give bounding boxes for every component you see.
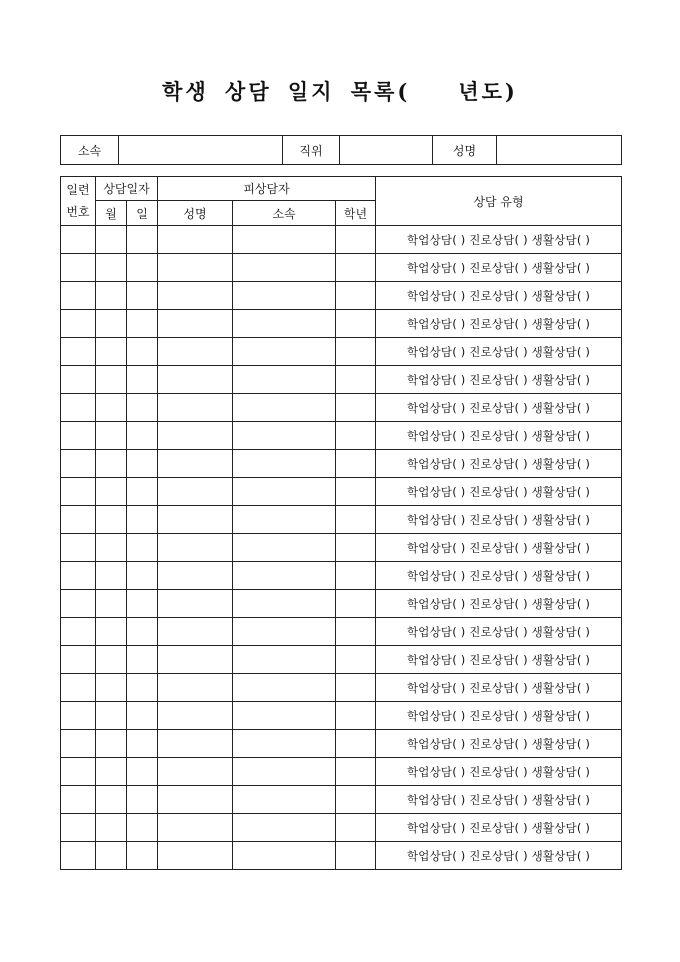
counselee-affiliation-cell[interactable]: [233, 310, 336, 338]
counselee-affiliation-cell[interactable]: [233, 506, 336, 534]
counsel-type-cell[interactable]: 학업상담( ) 진로상담( ) 생활상담( ): [376, 842, 622, 870]
month-cell[interactable]: [96, 506, 127, 534]
counselee-affiliation-cell[interactable]: [233, 618, 336, 646]
counselee-affiliation-cell[interactable]: [233, 366, 336, 394]
counselee-affiliation-cell[interactable]: [233, 590, 336, 618]
table-row: [61, 254, 622, 282]
counselee-name-cell[interactable]: [158, 674, 233, 702]
month-cell[interactable]: [96, 226, 127, 254]
month-cell[interactable]: [96, 758, 127, 786]
position-label: 직위: [283, 136, 340, 165]
counselee-name-cell[interactable]: [158, 758, 233, 786]
table-row: [61, 394, 622, 422]
counselee-name-cell[interactable]: [158, 422, 233, 450]
grade-cell[interactable]: [336, 702, 376, 730]
counselee-name-cell[interactable]: [158, 702, 233, 730]
counsel-type-cell[interactable]: 학업상담( ) 진로상담( ) 생활상담( ): [376, 506, 622, 534]
table-row: [61, 506, 622, 534]
title-suffix: 년도): [458, 79, 518, 104]
table-row: [61, 310, 622, 338]
counselee-affiliation-cell[interactable]: [233, 338, 336, 366]
counselee-affiliation-cell[interactable]: [233, 758, 336, 786]
month-cell[interactable]: [96, 814, 127, 842]
day-cell[interactable]: [127, 646, 158, 674]
affiliation-field[interactable]: [119, 136, 283, 165]
table-row: [61, 702, 622, 730]
table-row: [61, 758, 622, 786]
month-cell[interactable]: [96, 674, 127, 702]
counselee-name-cell[interactable]: [158, 842, 233, 870]
month-cell[interactable]: [96, 338, 127, 366]
counselee-name-cell[interactable]: [158, 282, 233, 310]
grade-cell[interactable]: [336, 282, 376, 310]
day-cell[interactable]: [127, 842, 158, 870]
grade-cell[interactable]: [336, 730, 376, 758]
table-row: [61, 534, 622, 562]
table-row: [61, 646, 622, 674]
counselee-affiliation-cell[interactable]: [233, 730, 336, 758]
table-row: [61, 674, 622, 702]
grade-cell[interactable]: [336, 394, 376, 422]
table-row: [61, 338, 622, 366]
counselee-name-header: 성명: [158, 201, 233, 226]
month-cell[interactable]: [96, 842, 127, 870]
counselee-affiliation-cell[interactable]: [233, 394, 336, 422]
grade-header: 학년: [336, 201, 376, 226]
counselee-affiliation-cell[interactable]: [233, 814, 336, 842]
grade-cell[interactable]: [336, 590, 376, 618]
serial-number-cell[interactable]: [61, 338, 96, 366]
counsel-type-cell[interactable]: 학업상담( ) 진로상담( ) 생활상담( ): [376, 730, 622, 758]
month-cell[interactable]: [96, 702, 127, 730]
month-cell[interactable]: [96, 730, 127, 758]
day-cell[interactable]: [127, 338, 158, 366]
table-row: [61, 450, 622, 478]
counselee-header: 피상담자: [158, 177, 376, 201]
counselee-name-cell[interactable]: [158, 786, 233, 814]
serial-number-cell[interactable]: [61, 786, 96, 814]
counsel-type-cell[interactable]: 학업상담( ) 진로상담( ) 생활상담( ): [376, 646, 622, 674]
counselee-name-cell[interactable]: [158, 590, 233, 618]
counsel-type-cell[interactable]: 학업상담( ) 진로상담( ) 생활상담( ): [376, 478, 622, 506]
title-prefix: 학생 상담 일지 목록(: [162, 79, 411, 104]
grade-cell[interactable]: [336, 842, 376, 870]
grade-cell[interactable]: [336, 226, 376, 254]
serial-number-cell[interactable]: [61, 450, 96, 478]
counselee-name-cell[interactable]: [158, 338, 233, 366]
counselee-affiliation-cell[interactable]: [233, 534, 336, 562]
counsel-type-cell[interactable]: 학업상담( ) 진로상담( ) 생활상담( ): [376, 422, 622, 450]
grade-cell[interactable]: [336, 646, 376, 674]
table-row: [61, 422, 622, 450]
counselee-name-cell[interactable]: [158, 254, 233, 282]
counselee-name-cell[interactable]: [158, 226, 233, 254]
grade-cell[interactable]: [336, 478, 376, 506]
day-header: 일: [127, 201, 158, 226]
counselee-affiliation-cell[interactable]: [233, 786, 336, 814]
grade-cell[interactable]: [336, 366, 376, 394]
table-row: [61, 282, 622, 310]
counselee-name-cell[interactable]: [158, 366, 233, 394]
serial-number-cell[interactable]: [61, 562, 96, 590]
day-cell[interactable]: [127, 422, 158, 450]
affiliation-label: 소속: [61, 136, 119, 165]
grade-cell[interactable]: [336, 338, 376, 366]
serial-number-cell[interactable]: [61, 394, 96, 422]
day-cell[interactable]: [127, 254, 158, 282]
counselee-affiliation-cell[interactable]: [233, 226, 336, 254]
counsel-type-cell[interactable]: 학업상담( ) 진로상담( ) 생활상담( ): [376, 254, 622, 282]
table-row: [61, 590, 622, 618]
counsel-type-cell[interactable]: 학업상담( ) 진로상담( ) 생활상담( ): [376, 702, 622, 730]
serial-number-cell[interactable]: [61, 506, 96, 534]
serial-number-cell[interactable]: [61, 422, 96, 450]
table-row: [61, 730, 622, 758]
table-row: [61, 478, 622, 506]
day-cell[interactable]: [127, 562, 158, 590]
counsel-type-cell[interactable]: 학업상담( ) 진로상담( ) 생활상담( ): [376, 338, 622, 366]
table-row: [61, 842, 622, 870]
month-cell[interactable]: [96, 254, 127, 282]
serial-number-cell[interactable]: [61, 674, 96, 702]
day-cell[interactable]: [127, 478, 158, 506]
counselee-affiliation-cell[interactable]: [233, 254, 336, 282]
month-cell[interactable]: [96, 450, 127, 478]
grade-cell[interactable]: [336, 786, 376, 814]
counselee-name-cell[interactable]: [158, 450, 233, 478]
month-cell[interactable]: [96, 534, 127, 562]
month-cell[interactable]: [96, 282, 127, 310]
day-cell[interactable]: [127, 814, 158, 842]
counsel-type-cell[interactable]: 학업상담( ) 진로상담( ) 생활상담( ): [376, 562, 622, 590]
serial-number-header: [61, 177, 96, 226]
grade-cell[interactable]: [336, 450, 376, 478]
month-cell[interactable]: [96, 394, 127, 422]
day-cell[interactable]: [127, 282, 158, 310]
counsel-type-cell[interactable]: 학업상담( ) 진로상담( ) 생활상담( ): [376, 282, 622, 310]
month-cell[interactable]: [96, 422, 127, 450]
day-cell[interactable]: [127, 394, 158, 422]
month-cell[interactable]: [96, 786, 127, 814]
grade-cell[interactable]: [336, 618, 376, 646]
counsel-type-cell[interactable]: 학업상담( ) 진로상담( ) 생활상담( ): [376, 758, 622, 786]
serial-number-cell[interactable]: [61, 814, 96, 842]
serial-number-cell[interactable]: [61, 282, 96, 310]
grade-cell[interactable]: [336, 674, 376, 702]
counselee-affiliation-cell[interactable]: [233, 702, 336, 730]
counselee-name-cell[interactable]: [158, 562, 233, 590]
serial-number-cell[interactable]: [61, 646, 96, 674]
counselee-name-cell[interactable]: [158, 310, 233, 338]
name-label: 성명: [433, 136, 497, 165]
day-cell[interactable]: [127, 674, 158, 702]
grade-cell[interactable]: [336, 814, 376, 842]
counsel-type-cell[interactable]: 학업상담( ) 진로상담( ) 생활상담( ): [376, 310, 622, 338]
month-cell[interactable]: [96, 366, 127, 394]
serial-number-cell[interactable]: [61, 226, 96, 254]
grade-cell[interactable]: [336, 422, 376, 450]
counselee-affiliation-cell[interactable]: [233, 674, 336, 702]
counselee-affiliation-header: 소속: [233, 201, 336, 226]
day-cell[interactable]: [127, 506, 158, 534]
table-row: [61, 618, 622, 646]
day-cell[interactable]: [127, 226, 158, 254]
counsel-type-cell[interactable]: 학업상담( ) 진로상담( ) 생활상담( ): [376, 618, 622, 646]
day-cell[interactable]: [127, 758, 158, 786]
counselee-name-cell[interactable]: [158, 478, 233, 506]
month-header: 월: [96, 201, 127, 226]
day-cell[interactable]: [127, 702, 158, 730]
grade-cell[interactable]: [336, 758, 376, 786]
month-cell[interactable]: [96, 646, 127, 674]
serial-header-bottom: 번호: [66, 205, 90, 219]
serial-number-cell[interactable]: [61, 758, 96, 786]
counselee-name-cell[interactable]: [158, 730, 233, 758]
table-row: [61, 814, 622, 842]
counselee-name-cell[interactable]: [158, 618, 233, 646]
counseling-log-table: [60, 176, 622, 870]
grade-cell[interactable]: [336, 310, 376, 338]
serial-number-cell[interactable]: [61, 366, 96, 394]
day-cell[interactable]: [127, 590, 158, 618]
serial-number-cell[interactable]: [61, 310, 96, 338]
counselee-affiliation-cell[interactable]: [233, 478, 336, 506]
counselee-affiliation-cell[interactable]: [233, 450, 336, 478]
table-row: [61, 366, 622, 394]
grade-cell[interactable]: [336, 562, 376, 590]
counsel-type-cell[interactable]: 학업상담( ) 진로상담( ) 생활상담( ): [376, 590, 622, 618]
day-cell[interactable]: [127, 450, 158, 478]
serial-number-cell[interactable]: [61, 478, 96, 506]
counsel-type-cell[interactable]: 학업상담( ) 진로상담( ) 생활상담( ): [376, 366, 622, 394]
counselee-affiliation-cell[interactable]: [233, 842, 336, 870]
serial-number-cell[interactable]: [61, 730, 96, 758]
counselee-name-cell[interactable]: [158, 394, 233, 422]
counsel-type-header: 상담 유형: [376, 177, 622, 226]
serial-number-cell[interactable]: [61, 842, 96, 870]
month-cell[interactable]: [96, 618, 127, 646]
name-field[interactable]: [497, 136, 622, 165]
page-title: [0, 76, 680, 106]
counsel-type-cell[interactable]: 학업상담( ) 진로상담( ) 생활상담( ): [376, 394, 622, 422]
counselee-name-cell[interactable]: [158, 506, 233, 534]
counselee-name-cell[interactable]: [158, 534, 233, 562]
month-cell[interactable]: [96, 478, 127, 506]
day-cell[interactable]: [127, 730, 158, 758]
counselor-info-table: [60, 135, 622, 165]
counselee-affiliation-cell[interactable]: [233, 282, 336, 310]
table-row: [61, 562, 622, 590]
counselee-name-cell[interactable]: [158, 646, 233, 674]
day-cell[interactable]: [127, 786, 158, 814]
serial-number-cell[interactable]: [61, 254, 96, 282]
day-cell[interactable]: [127, 618, 158, 646]
grade-cell[interactable]: [336, 254, 376, 282]
serial-number-cell[interactable]: [61, 590, 96, 618]
day-cell[interactable]: [127, 310, 158, 338]
grade-cell[interactable]: [336, 534, 376, 562]
day-cell[interactable]: [127, 534, 158, 562]
table-row: [61, 226, 622, 254]
counsel-type-cell[interactable]: 학업상담( ) 진로상담( ) 생활상담( ): [376, 534, 622, 562]
counselee-affiliation-cell[interactable]: [233, 422, 336, 450]
counsel-type-cell[interactable]: 학업상담( ) 진로상담( ) 생활상담( ): [376, 786, 622, 814]
counsel-type-cell[interactable]: 학업상담( ) 진로상담( ) 생활상담( ): [376, 450, 622, 478]
counselee-affiliation-cell[interactable]: [233, 562, 336, 590]
serial-number-cell[interactable]: [61, 702, 96, 730]
table-row: [61, 786, 622, 814]
position-field[interactable]: [340, 136, 433, 165]
counselee-affiliation-cell[interactable]: [233, 646, 336, 674]
serial-number-cell[interactable]: [61, 534, 96, 562]
grade-cell[interactable]: [336, 506, 376, 534]
day-cell[interactable]: [127, 366, 158, 394]
month-cell[interactable]: [96, 310, 127, 338]
counsel-type-cell[interactable]: 학업상담( ) 진로상담( ) 생활상담( ): [376, 814, 622, 842]
serial-header-top: 일련: [66, 183, 90, 197]
serial-number-cell[interactable]: [61, 618, 96, 646]
counsel-type-cell[interactable]: 학업상담( ) 진로상담( ) 생활상담( ): [376, 674, 622, 702]
counselee-name-cell[interactable]: [158, 814, 233, 842]
counsel-date-header: 상담일자: [96, 177, 158, 201]
month-cell[interactable]: [96, 562, 127, 590]
counsel-type-cell[interactable]: 학업상담( ) 진로상담( ) 생활상담( ): [376, 226, 622, 254]
month-cell[interactable]: [96, 590, 127, 618]
